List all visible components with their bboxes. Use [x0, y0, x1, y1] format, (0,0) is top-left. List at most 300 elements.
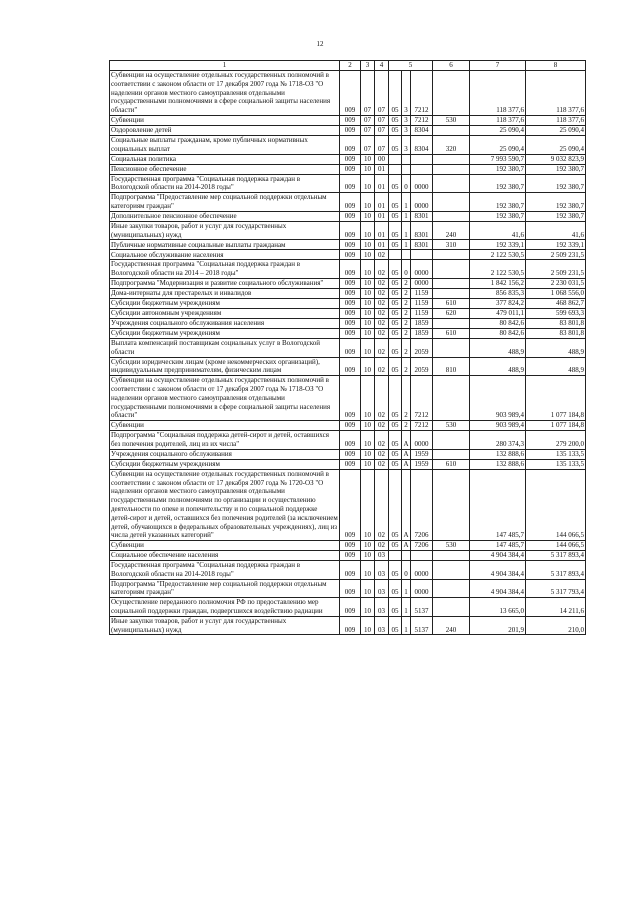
col-header-2: 2	[340, 61, 361, 71]
code-ministry: 009	[340, 125, 361, 135]
code-program: 05	[389, 71, 402, 116]
row-name: Субвенции	[110, 541, 340, 551]
code-ministry: 009	[340, 298, 361, 308]
row-name: Подпрограмма "Социальная поддержка детей-сирот и детей, оставшихся без попечения родителей, лиц из их числа"	[110, 431, 340, 450]
table-row	[110, 449, 586, 459]
amount-year-1: 192 339,1	[470, 240, 526, 250]
code-subsection: 02	[375, 308, 389, 318]
table-row	[110, 328, 586, 338]
row-name: Субсидии бюджетным учреждениям	[110, 328, 340, 338]
table-row	[110, 431, 586, 450]
code-subprogram	[402, 154, 411, 164]
code-ministry: 009	[340, 338, 361, 357]
amount-year-1: 147 485,7	[470, 469, 526, 540]
row-name: Субвенции на осуществление отдельных государственных полномочий в соответствии с законом области от 17 декабря 2007 года № 1718-ОЗ "О наделении органов местного самоуправления отдельными государственными полномочиями в сфере социальной защиты населения области"	[110, 376, 340, 421]
code-program: 05	[389, 298, 402, 308]
code-section: 10	[361, 308, 375, 318]
amount-year-1: 192 380,7	[470, 211, 526, 221]
code-subsection: 03	[375, 551, 389, 561]
code-ministry: 009	[340, 551, 361, 561]
code-ministry: 009	[340, 154, 361, 164]
table-row	[110, 616, 586, 635]
table-row	[110, 250, 586, 260]
code-direction	[411, 250, 433, 260]
code-program: 05	[389, 211, 402, 221]
code-subsection: 03	[375, 616, 389, 635]
amount-year-2: 118 377,6	[526, 115, 586, 125]
amount-year-1: 118 377,6	[470, 115, 526, 125]
amount-year-1: 132 888,6	[470, 449, 526, 459]
code-expense-type	[433, 278, 470, 288]
code-section: 10	[361, 211, 375, 221]
row-name: Подпрограмма "Предоставление мер социальной поддержки отдельным категориям граждан"	[110, 579, 340, 598]
code-section: 10	[361, 240, 375, 250]
code-direction: 8301	[411, 221, 433, 240]
amount-year-1: 280 374,3	[470, 431, 526, 450]
amount-year-2: 279 200,0	[526, 431, 586, 450]
amount-year-1: 80 842,6	[470, 318, 526, 328]
code-expense-type	[433, 598, 470, 617]
amount-year-1: 25 090,4	[470, 125, 526, 135]
code-direction: 1159	[411, 308, 433, 318]
code-ministry: 009	[340, 469, 361, 540]
code-subsection: 07	[375, 71, 389, 116]
code-expense-type	[433, 125, 470, 135]
code-subprogram: 1	[402, 193, 411, 212]
table-row	[110, 193, 586, 212]
code-subsection: 03	[375, 561, 389, 580]
code-direction: 2059	[411, 338, 433, 357]
code-direction: 7206	[411, 469, 433, 540]
amount-year-2: 192 380,7	[526, 211, 586, 221]
amount-year-1: 1 842 156,2	[470, 278, 526, 288]
amount-year-1: 13 665,0	[470, 598, 526, 617]
code-ministry: 009	[340, 164, 361, 174]
code-subsection: 01	[375, 211, 389, 221]
table-row	[110, 164, 586, 174]
code-expense-type	[433, 71, 470, 116]
code-program: 05	[389, 115, 402, 125]
code-section: 10	[361, 193, 375, 212]
amount-year-2: 83 801,8	[526, 328, 586, 338]
code-direction	[411, 164, 433, 174]
code-expense-type	[433, 193, 470, 212]
code-subsection: 02	[375, 421, 389, 431]
amount-year-1: 7 993 590,7	[470, 154, 526, 164]
code-program: 05	[389, 174, 402, 193]
amount-year-2: 5 317 793,4	[526, 579, 586, 598]
code-subprogram: А	[402, 469, 411, 540]
code-section: 10	[361, 260, 375, 279]
code-section: 10	[361, 278, 375, 288]
code-subsection: 01	[375, 240, 389, 250]
row-name: Государственная программа "Социальная поддержка граждан в Вологодской области на 2014 – 2018 годы"	[110, 260, 340, 279]
amount-year-1: 132 888,6	[470, 459, 526, 469]
row-name: Государственная программа "Социальная поддержка граждан в Вологодской области на 2014-2018 годы"	[110, 174, 340, 193]
code-program: 05	[389, 328, 402, 338]
code-subsection: 02	[375, 288, 389, 298]
row-name: Выплата компенсаций поставщикам социальных услуг в Вологодской области	[110, 338, 340, 357]
page-number: 12	[316, 40, 324, 48]
code-program: 05	[389, 449, 402, 459]
code-subprogram: 2	[402, 298, 411, 308]
code-subsection: 02	[375, 541, 389, 551]
code-program: 05	[389, 221, 402, 240]
code-direction: 0000	[411, 260, 433, 279]
amount-year-2: 192 380,7	[526, 164, 586, 174]
table-row	[110, 561, 586, 580]
code-subprogram: 3	[402, 125, 411, 135]
row-name: Социальные выплаты гражданам, кроме публичных нормативных социальных выплат	[110, 135, 340, 154]
code-section: 10	[361, 357, 375, 376]
col-header-6: 6	[433, 61, 470, 71]
code-subprogram: 2	[402, 338, 411, 357]
code-subprogram: 1	[402, 240, 411, 250]
row-name: Субвенции	[110, 421, 340, 431]
code-section: 10	[361, 250, 375, 260]
code-expense-type: 610	[433, 328, 470, 338]
code-ministry: 009	[340, 459, 361, 469]
amount-year-2: 144 066,5	[526, 541, 586, 551]
code-ministry: 009	[340, 174, 361, 193]
table-row	[110, 240, 586, 250]
code-subprogram: 1	[402, 598, 411, 617]
amount-year-2: 83 801,8	[526, 318, 586, 328]
code-section: 10	[361, 579, 375, 598]
row-name: Учреждения социального обслуживания	[110, 449, 340, 459]
amount-year-2: 135 133,5	[526, 459, 586, 469]
code-subprogram: 2	[402, 278, 411, 288]
code-expense-type	[433, 338, 470, 357]
code-program: 05	[389, 318, 402, 328]
code-expense-type	[433, 449, 470, 459]
code-subprogram: 0	[402, 561, 411, 580]
amount-year-1: 488,9	[470, 338, 526, 357]
code-expense-type: 240	[433, 616, 470, 635]
code-ministry: 009	[340, 135, 361, 154]
amount-year-1: 2 122 530,5	[470, 250, 526, 260]
code-program: 05	[389, 357, 402, 376]
code-section: 10	[361, 541, 375, 551]
code-ministry: 009	[340, 221, 361, 240]
code-ministry: 009	[340, 376, 361, 421]
code-ministry: 009	[340, 421, 361, 431]
amount-year-2: 1 077 184,8	[526, 421, 586, 431]
amount-year-1: 147 485,7	[470, 541, 526, 551]
col-header-8: 8	[526, 61, 586, 71]
amount-year-1: 192 380,7	[470, 193, 526, 212]
code-subprogram: 1	[402, 211, 411, 221]
code-ministry: 009	[340, 357, 361, 376]
code-direction: 5137	[411, 616, 433, 635]
code-subprogram: А	[403, 541, 409, 550]
code-direction	[411, 551, 433, 561]
code-section: 10	[361, 616, 375, 635]
code-ministry: 009	[340, 328, 361, 338]
table-row	[110, 115, 586, 125]
amount-year-1: 4 904 384,4	[470, 561, 526, 580]
code-expense-type: 240	[433, 221, 470, 240]
code-subsection: 07	[375, 115, 389, 125]
code-subprogram: 2	[402, 318, 411, 328]
amount-year-2: 192 380,7	[526, 193, 586, 212]
table-row	[110, 154, 586, 164]
code-program: 05	[389, 431, 402, 450]
code-ministry: 009	[340, 449, 361, 459]
table-row	[110, 71, 586, 116]
code-expense-type: 810	[433, 357, 470, 376]
code-expense-type: 610	[433, 298, 470, 308]
code-subprogram: 2	[402, 357, 411, 376]
code-program: 05	[389, 421, 402, 431]
code-expense-type: 530	[433, 421, 470, 431]
code-expense-type	[433, 561, 470, 580]
row-name: Иные закупки товаров, работ и услуг для государственных (муниципальных) нужд	[110, 221, 340, 240]
amount-year-2: 468 862,7	[526, 298, 586, 308]
code-subprogram: А	[403, 449, 409, 458]
code-subsection: 02	[375, 469, 389, 540]
code-ministry: 009	[340, 561, 361, 580]
code-ministry: 009	[340, 250, 361, 260]
code-subprogram: 0	[402, 174, 411, 193]
code-direction: 8301	[411, 211, 433, 221]
code-section: 07	[361, 125, 375, 135]
code-ministry: 009	[340, 431, 361, 450]
code-direction: 1959	[411, 449, 433, 459]
code-expense-type	[433, 211, 470, 221]
code-program: 05	[389, 459, 402, 469]
code-ministry: 009	[340, 598, 361, 617]
row-name: Подпрограмма "Модернизация и развитие социального обслуживания"	[110, 278, 340, 288]
row-name: Осуществление переданного полномочия РФ по предоставлению мер социальной поддержки граждан, подвергшихся воздействию радиации	[110, 598, 340, 617]
table-row	[110, 260, 586, 279]
code-direction: 0000	[411, 174, 433, 193]
code-expense-type: 310	[433, 240, 470, 250]
amount-year-2: 25 090,4	[526, 125, 586, 135]
code-expense-type	[433, 174, 470, 193]
table-row	[110, 288, 586, 298]
amount-year-1: 903 989,4	[470, 421, 526, 431]
code-subsection: 01	[375, 221, 389, 240]
amount-year-1: 4 904 384,4	[470, 551, 526, 561]
code-subprogram	[402, 164, 411, 174]
code-program: 05	[389, 308, 402, 318]
code-section: 10	[361, 154, 375, 164]
amount-year-1: 192 380,7	[470, 164, 526, 174]
code-subprogram: 2	[402, 308, 411, 318]
code-subsection: 02	[375, 328, 389, 338]
table-row	[110, 278, 586, 288]
code-section: 10	[361, 164, 375, 174]
code-section: 10	[361, 449, 375, 459]
col-header-3: 3	[361, 61, 375, 71]
amount-year-2: 488,9	[526, 338, 586, 357]
row-name: Субсидии бюджетным учреждениям	[110, 298, 340, 308]
code-direction: 7212	[411, 71, 433, 116]
code-subsection: 01	[375, 193, 389, 212]
row-name: Социальное обслуживание населения	[110, 250, 340, 260]
col-header-5: 5	[389, 61, 433, 71]
code-section: 10	[361, 288, 375, 298]
code-expense-type: 530	[433, 115, 470, 125]
code-section: 10	[361, 459, 375, 469]
code-direction: 7212	[411, 115, 433, 125]
code-subsection: 02	[375, 449, 389, 459]
row-name: Субсидии автономным учреждениям	[110, 308, 340, 318]
code-subsection: 07	[375, 135, 389, 154]
amount-year-2: 192 380,7	[526, 174, 586, 193]
code-direction: 8301	[411, 240, 433, 250]
code-subsection: 02	[375, 250, 389, 260]
table-row	[110, 459, 586, 469]
table-header-row	[110, 61, 586, 71]
row-name: Дополнительное пенсионное обеспечение	[110, 211, 340, 221]
code-subprogram	[402, 250, 411, 260]
row-name: Государственная программа "Социальная поддержка граждан в Вологодской области на 2014-2018 годы"	[110, 561, 340, 580]
code-direction: 1159	[411, 298, 433, 308]
code-program	[389, 250, 402, 260]
code-program: 05	[389, 561, 402, 580]
code-program	[389, 551, 402, 561]
table-body	[110, 71, 586, 635]
table-row	[110, 174, 586, 193]
amount-year-2: 2 509 231,5	[526, 250, 586, 260]
amount-year-2: 2 230 031,5	[526, 278, 586, 288]
code-ministry: 009	[340, 308, 361, 318]
code-ministry: 009	[340, 541, 361, 551]
code-ministry: 009	[340, 616, 361, 635]
code-expense-type	[433, 164, 470, 174]
amount-year-1: 856 835,3	[470, 288, 526, 298]
code-section: 10	[361, 431, 375, 450]
code-direction: 7212	[411, 421, 433, 431]
code-subsection: 02	[375, 376, 389, 421]
code-section: 10	[361, 174, 375, 193]
code-ministry: 009	[340, 115, 361, 125]
code-subsection: 01	[375, 164, 389, 174]
code-section: 10	[361, 221, 375, 240]
code-direction: 2059	[411, 357, 433, 376]
table-row	[110, 376, 586, 421]
code-ministry: 009	[340, 318, 361, 328]
code-section: 07	[361, 115, 375, 125]
table-row	[110, 211, 586, 221]
code-expense-type	[433, 154, 470, 164]
code-section: 10	[361, 551, 375, 561]
code-program: 05	[389, 135, 402, 154]
code-program	[389, 164, 402, 174]
code-direction: 0000	[411, 431, 433, 450]
amount-year-2: 118 377,6	[526, 71, 586, 116]
amount-year-1: 2 122 530,5	[470, 260, 526, 279]
code-section: 10	[361, 376, 375, 421]
code-subprogram: 2	[402, 288, 411, 298]
code-expense-type	[433, 551, 470, 561]
code-direction: 0000	[411, 193, 433, 212]
code-section: 10	[361, 318, 375, 328]
code-expense-type	[433, 376, 470, 421]
col-header-7: 7	[470, 61, 526, 71]
code-subprogram: 2	[402, 376, 411, 421]
row-name: Субвенции	[110, 115, 340, 125]
code-program: 05	[389, 278, 402, 288]
amount-year-1: 488,9	[470, 357, 526, 376]
amount-year-1: 377 824,2	[470, 298, 526, 308]
code-expense-type: 530	[433, 541, 470, 551]
amount-year-2: 192 339,1	[526, 240, 586, 250]
code-expense-type	[433, 431, 470, 450]
code-expense-type	[433, 469, 470, 540]
table-row	[110, 298, 586, 308]
code-expense-type: 610	[433, 459, 470, 469]
table-row	[110, 421, 586, 431]
code-subprogram: 1	[402, 616, 411, 635]
code-subsection: 02	[375, 431, 389, 450]
amount-year-2: 1 068 556,0	[526, 288, 586, 298]
code-direction: 5137	[411, 598, 433, 617]
code-expense-type	[433, 318, 470, 328]
code-direction: 0000	[411, 278, 433, 288]
code-ministry: 009	[340, 71, 361, 116]
code-program: 05	[389, 240, 402, 250]
code-subsection: 00	[375, 154, 389, 164]
amount-year-2: 14 211,6	[526, 598, 586, 617]
code-program	[389, 154, 402, 164]
code-subprogram: 2	[402, 421, 411, 431]
code-section: 10	[361, 561, 375, 580]
amount-year-1: 479 011,1	[470, 308, 526, 318]
code-program: 05	[389, 260, 402, 279]
amount-year-2: 144 066,5	[526, 469, 586, 540]
code-subsection: 02	[375, 357, 389, 376]
code-direction: 8304	[411, 125, 433, 135]
code-section: 07	[361, 135, 375, 154]
code-expense-type	[433, 260, 470, 279]
amount-year-2: 599 693,3	[526, 308, 586, 318]
code-program: 05	[389, 541, 402, 551]
row-name: Субвенции на осуществление отдельных государственных полномочий в соответствии с законом области от 17 декабря 2007 года № 1718-ОЗ "О наделении органов местного самоуправления отдельными государственными полномочиями в сфере социальной защиты населения области"	[110, 71, 340, 116]
table-row	[110, 338, 586, 357]
code-program: 05	[389, 469, 402, 540]
code-direction: 1159	[411, 288, 433, 298]
code-program: 05	[389, 579, 402, 598]
code-program: 05	[389, 376, 402, 421]
code-ministry: 009	[340, 579, 361, 598]
amount-year-1: 201,9	[470, 616, 526, 635]
table-row	[110, 469, 586, 540]
budget-table	[109, 60, 586, 635]
code-subprogram: А	[402, 431, 411, 450]
row-name: Субсидии бюджетным учреждениям	[110, 459, 340, 469]
amount-year-1: 118 377,6	[470, 71, 526, 116]
row-name: Пенсионное обеспечение	[110, 164, 340, 174]
amount-year-1: 41,6	[470, 221, 526, 240]
row-name: Публичные нормативные социальные выплаты гражданам	[110, 240, 340, 250]
row-name: Дома-интернаты для престарелых и инвалидов	[110, 288, 340, 298]
code-expense-type: 620	[433, 308, 470, 318]
row-name: Учреждения социального обслуживания населения	[110, 318, 340, 328]
code-direction: 1959	[411, 459, 433, 469]
code-subprogram: 1	[402, 579, 411, 598]
code-direction: 7212	[411, 376, 433, 421]
row-name: Субсидии юридическим лицам (кроме некоммерческих организаций), индивидуальным предпринимателям, физическим лицам	[110, 357, 340, 376]
row-name: Подпрограмма "Предоставление мер социальной поддержки отдельным категориям граждан"	[110, 193, 340, 212]
row-name: Субвенции на осуществление отдельных государственных полномочий в соответствии с законом области от 17 декабря 2007 года № 1720-ОЗ "О наделении органов местного самоуправления отдельными государственными полномочиями по организации и осуществлению деятельности по опеке и попечительству и по социальной поддержке детей-сирот и детей, оставшихся без попечения родителей (за исключением детей, обучающихся в федеральных образовательных учреждениях), лиц из числа детей указанных категорий"	[111, 469, 338, 540]
amount-year-2: 488,9	[526, 357, 586, 376]
code-program: 05	[389, 616, 402, 635]
amount-year-2: 25 090,4	[526, 135, 586, 154]
code-ministry: 009	[340, 260, 361, 279]
